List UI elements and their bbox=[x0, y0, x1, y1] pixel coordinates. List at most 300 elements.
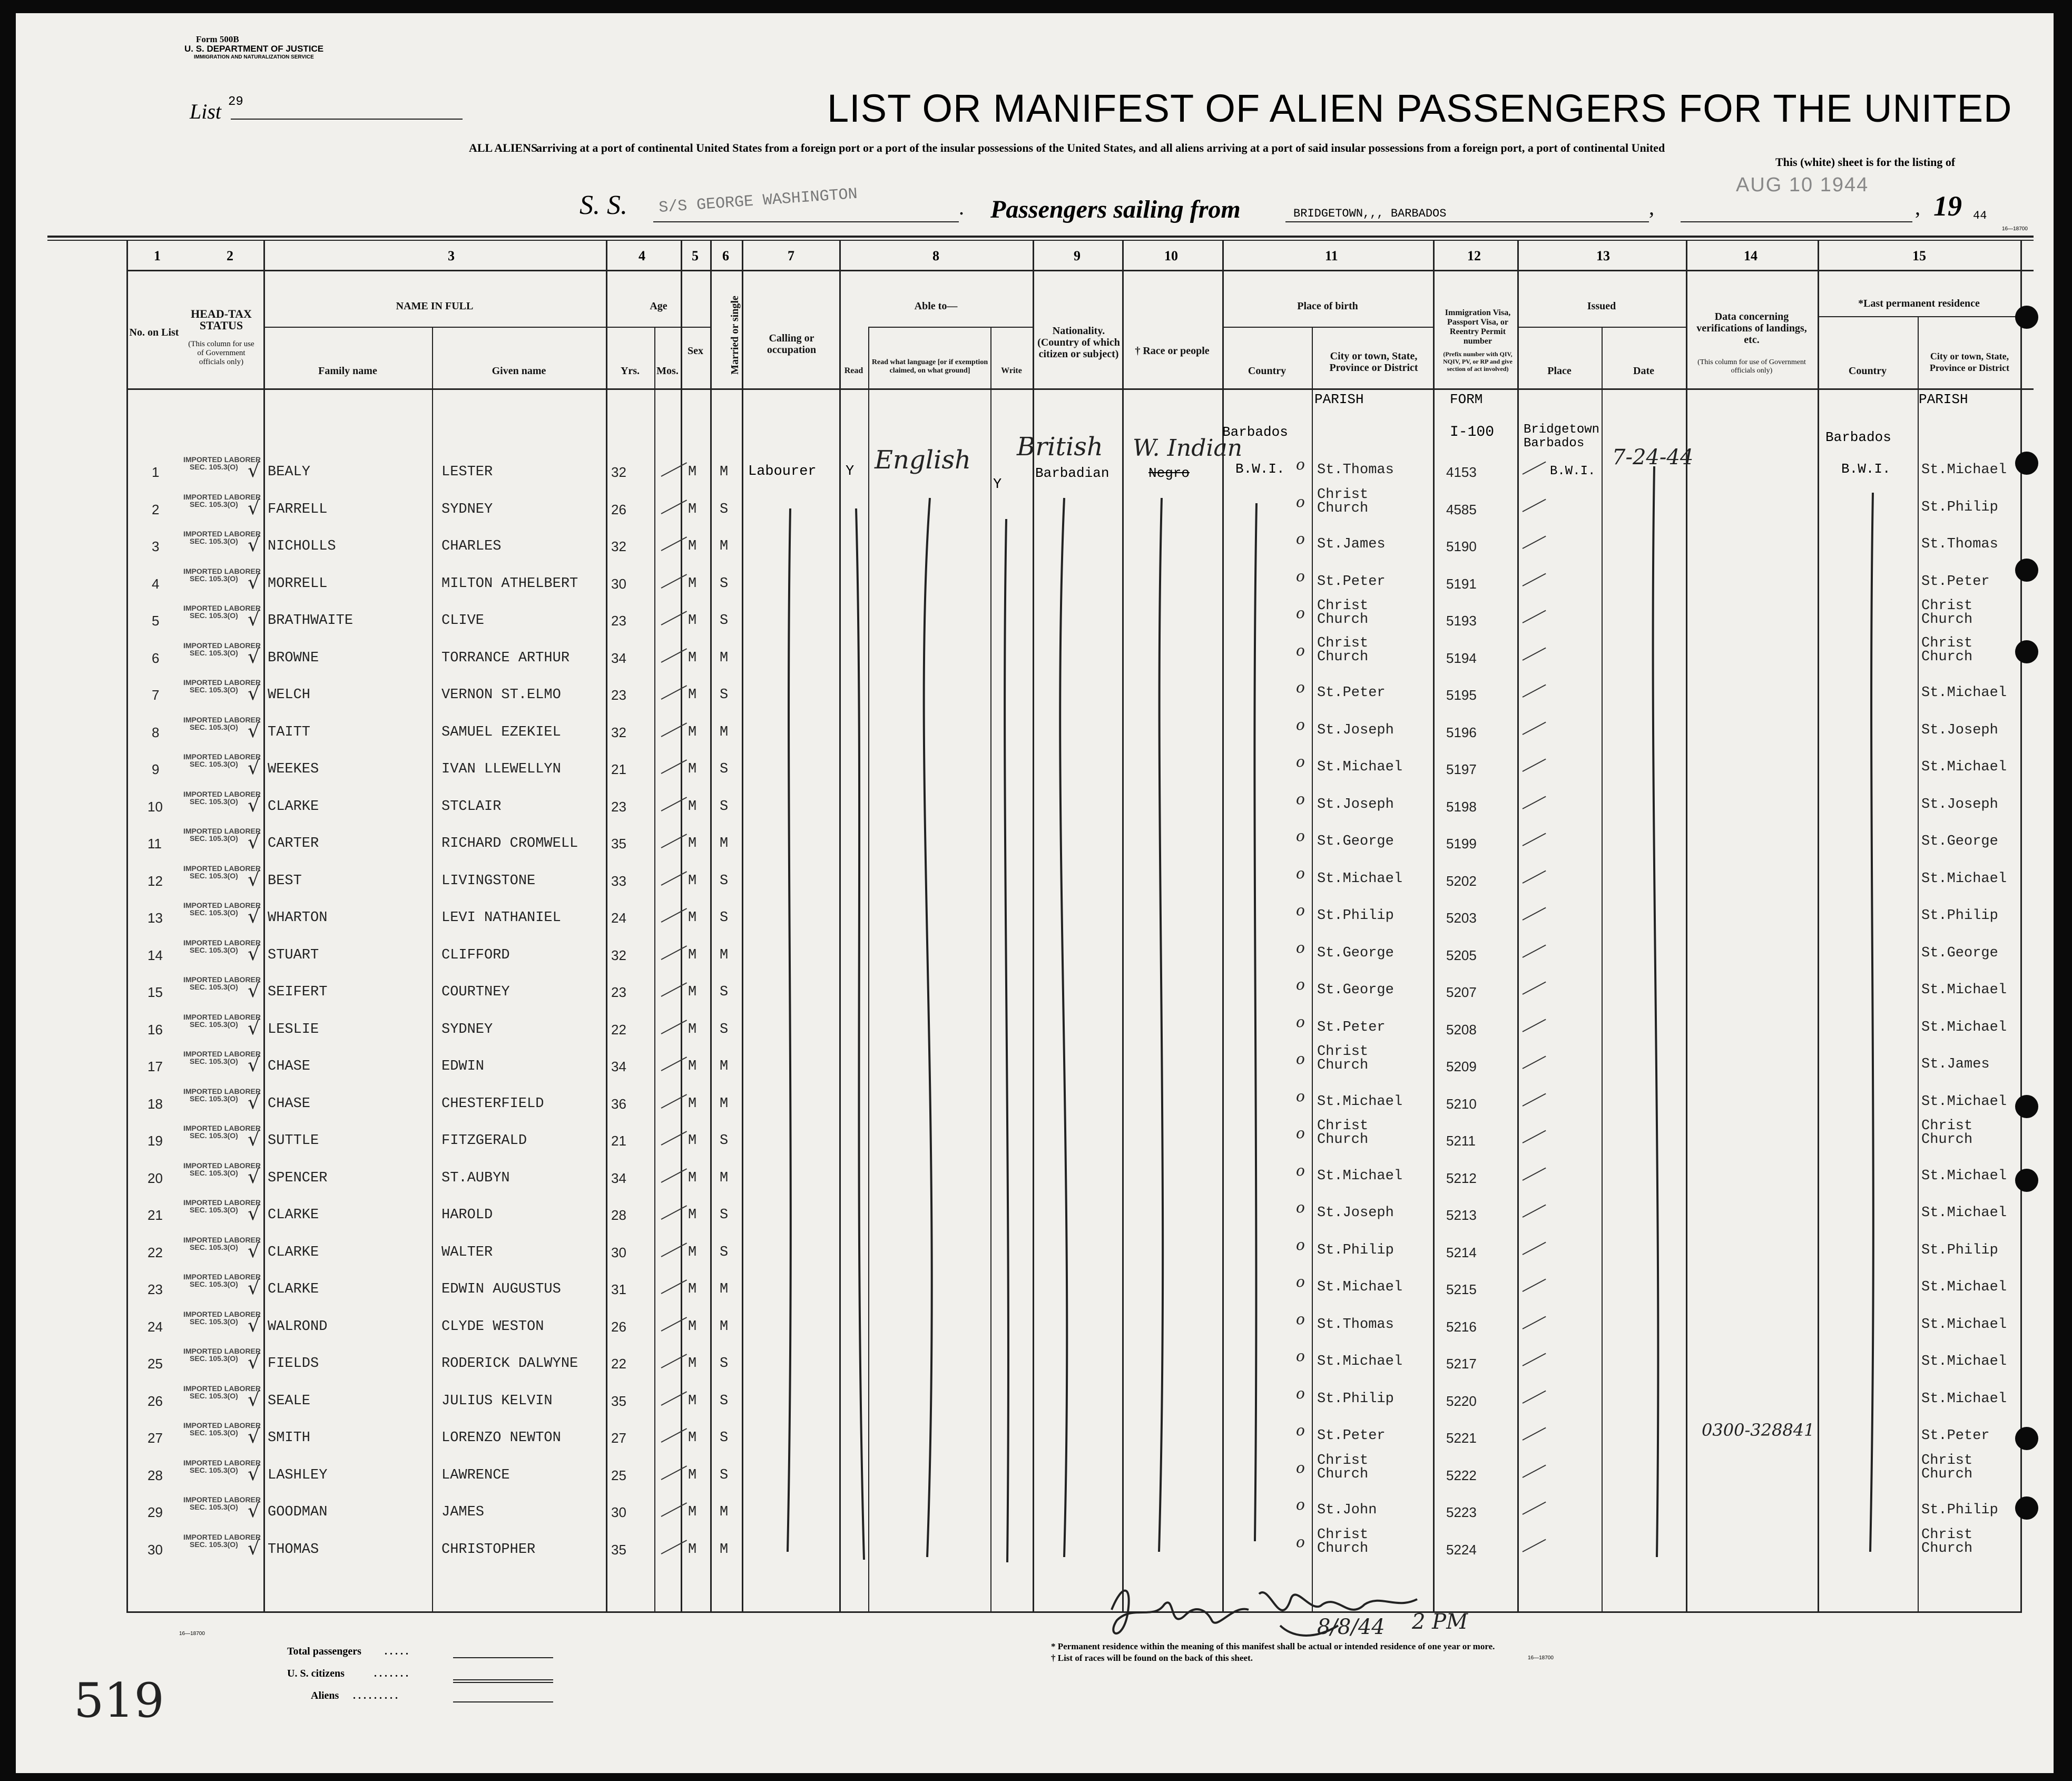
header-married-single: Married or single bbox=[729, 296, 741, 375]
head-tax-stamp-line-1: IMPORTED LABORER bbox=[183, 1495, 261, 1504]
col-num-1: 1 bbox=[154, 248, 161, 263]
visa-number: 4585 bbox=[1446, 502, 1477, 517]
marital-status: S bbox=[720, 799, 729, 815]
birth-city: St.Thomas bbox=[1317, 1317, 1394, 1333]
header-data-verif: Data concerning verifications of landings, etc. bbox=[1696, 311, 1807, 346]
check-mark: √ bbox=[248, 1129, 260, 1150]
head-tax-stamp-line-1: IMPORTED LABORER bbox=[183, 1124, 261, 1132]
col-num-4: 4 bbox=[639, 248, 645, 263]
row-number: 23 bbox=[148, 1281, 163, 1297]
visa-number: 5195 bbox=[1446, 687, 1477, 703]
marital-status: M bbox=[720, 1542, 729, 1558]
check-mark: √ bbox=[248, 572, 260, 593]
sex: M bbox=[688, 1319, 697, 1335]
visa-number: 5207 bbox=[1446, 984, 1477, 1000]
read-value: Y bbox=[846, 464, 855, 480]
header-able-to: Able to— bbox=[914, 300, 958, 312]
col-num-11: 11 bbox=[1325, 248, 1338, 263]
head-tax-stamp-line-1: IMPORTED LABORER bbox=[183, 567, 261, 575]
age-years: 23 bbox=[611, 687, 626, 703]
visa-number: 5197 bbox=[1446, 761, 1477, 777]
check-mark: √ bbox=[248, 1240, 260, 1262]
family-name: CLARKE bbox=[268, 799, 319, 815]
visa-number: 5217 bbox=[1446, 1356, 1477, 1372]
sex: M bbox=[688, 650, 697, 666]
row-number: 21 bbox=[148, 1207, 163, 1223]
marital-status: M bbox=[720, 1059, 729, 1074]
residence-city: St.Philip bbox=[1921, 1242, 1998, 1258]
sex: M bbox=[688, 1096, 697, 1112]
read-language-value: English bbox=[875, 445, 971, 475]
check-mark: √ bbox=[248, 795, 260, 816]
form-label: FORM bbox=[1450, 392, 1483, 407]
age-years: 22 bbox=[611, 1022, 626, 1038]
residence-city: St.Thomas bbox=[1921, 536, 1998, 552]
check-mark: √ bbox=[248, 1017, 260, 1039]
ditto-circle: o bbox=[1296, 1533, 1305, 1551]
age-years: 21 bbox=[611, 761, 626, 777]
head-tax-stamp-line-1: IMPORTED LABORER bbox=[183, 678, 261, 687]
marital-status: S bbox=[720, 613, 729, 629]
check-mark: √ bbox=[248, 757, 260, 779]
marital-status: S bbox=[720, 1133, 729, 1149]
ditto-circle: o bbox=[1296, 1385, 1305, 1402]
write-value: Y bbox=[993, 477, 1002, 493]
age-years: 30 bbox=[611, 1245, 626, 1260]
visa-number: 5202 bbox=[1446, 873, 1477, 889]
family-name: FIELDS bbox=[268, 1356, 319, 1372]
sex: M bbox=[688, 502, 697, 517]
header-yrs: Yrs. bbox=[620, 365, 640, 377]
ditto-circle: o bbox=[1296, 1088, 1305, 1105]
ditto-circle: o bbox=[1296, 1236, 1305, 1254]
check-mark: √ bbox=[248, 460, 260, 482]
ship-name-stamp: S/S GEORGE WASHINGTON bbox=[658, 185, 858, 218]
head-tax-stamp-line-1: IMPORTED LABORER bbox=[183, 1384, 261, 1393]
head-tax-stamp-line-2: SEC. 105.3(O) bbox=[190, 834, 238, 843]
head-tax-stamp-line-2: SEC. 105.3(O) bbox=[190, 1280, 238, 1288]
marital-status: S bbox=[720, 873, 729, 889]
birth-country-value: Barbados bbox=[1222, 424, 1288, 440]
row-number: 4 bbox=[152, 576, 160, 592]
given-name: ST.AUBYN bbox=[441, 1170, 510, 1186]
age-years: 32 bbox=[611, 725, 626, 740]
residence-city: St.Philip bbox=[1921, 1502, 1998, 1518]
header-mos: Mos. bbox=[656, 365, 679, 377]
check-mark: √ bbox=[248, 1203, 260, 1225]
family-name: NICHOLLS bbox=[268, 539, 336, 554]
marital-status: M bbox=[720, 539, 729, 554]
birth-city: St.Joseph bbox=[1317, 722, 1394, 738]
age-years: 25 bbox=[611, 1467, 626, 1483]
family-name: SEALE bbox=[268, 1393, 311, 1409]
head-tax-stamp-line-1: IMPORTED LABORER bbox=[183, 1236, 261, 1244]
row-number: 17 bbox=[148, 1059, 163, 1074]
sex: M bbox=[688, 1133, 697, 1149]
head-tax-stamp-line-1: IMPORTED LABORER bbox=[183, 790, 261, 798]
birth-city: St.Peter bbox=[1317, 574, 1386, 590]
marital-status: M bbox=[720, 1319, 729, 1335]
header-res-country: Country bbox=[1848, 365, 1887, 377]
age-years: 35 bbox=[611, 836, 626, 852]
head-tax-stamp-line-2: SEC. 105.3(O) bbox=[190, 1392, 238, 1400]
ditto-circle: o bbox=[1296, 567, 1305, 585]
check-mark: √ bbox=[248, 943, 260, 965]
punch-hole bbox=[2015, 1095, 2038, 1118]
row-number: 12 bbox=[148, 873, 163, 889]
sex: M bbox=[688, 464, 697, 480]
col-num-2: 2 bbox=[227, 248, 233, 263]
age-years: 26 bbox=[611, 502, 626, 517]
residence-city: St.George bbox=[1921, 834, 1998, 849]
visa-number: 5199 bbox=[1446, 836, 1477, 852]
visa-number: 5194 bbox=[1446, 650, 1477, 666]
head-tax-stamp-line-1: IMPORTED LABORER bbox=[183, 1050, 261, 1058]
sex: M bbox=[688, 799, 697, 815]
given-name: LIVINGSTONE bbox=[441, 873, 536, 889]
given-name: FITZGERALD bbox=[441, 1133, 527, 1149]
birth-city: St.Peter bbox=[1317, 685, 1386, 701]
marital-status: M bbox=[720, 1096, 729, 1112]
marital-status: M bbox=[720, 947, 729, 963]
head-tax-stamp-line-2: SEC. 105.3(O) bbox=[190, 1243, 238, 1251]
race-handwritten: W. Indian bbox=[1133, 435, 1243, 462]
visa-number: 5223 bbox=[1446, 1504, 1477, 1520]
row-number: 26 bbox=[148, 1393, 163, 1409]
birth-city: St.James bbox=[1317, 536, 1386, 552]
sex: M bbox=[688, 1542, 697, 1558]
family-name: TAITT bbox=[268, 725, 311, 740]
calling-value: Labourer bbox=[748, 464, 817, 480]
check-mark: √ bbox=[248, 534, 260, 556]
issued-place-value: Bridgetown Barbados bbox=[1524, 423, 1600, 451]
birth-city: St.Thomas bbox=[1317, 462, 1394, 478]
visa-number: 5214 bbox=[1446, 1245, 1477, 1260]
marital-status: S bbox=[720, 984, 729, 1000]
birth-city: St.Philip bbox=[1317, 908, 1394, 924]
birth-city: St.Peter bbox=[1317, 1428, 1386, 1444]
residence-city: St.Peter bbox=[1921, 574, 1990, 590]
ditto-circle: o bbox=[1296, 1273, 1305, 1290]
family-name: CLARKE bbox=[268, 1207, 319, 1223]
visa-number: 5215 bbox=[1446, 1281, 1477, 1297]
head-tax-stamp-line-2: SEC. 105.3(O) bbox=[190, 1428, 238, 1437]
header-sex: Sex bbox=[688, 345, 703, 357]
head-tax-stamp-line-2: SEC. 105.3(O) bbox=[190, 1169, 238, 1177]
residence-city: St.Michael bbox=[1921, 1094, 2007, 1110]
head-tax-stamp-line-2: SEC. 105.3(O) bbox=[190, 1540, 238, 1549]
visa-number: 5208 bbox=[1446, 1022, 1477, 1038]
form-code-left: 16—18700 bbox=[179, 1631, 205, 1637]
marital-status: S bbox=[720, 502, 729, 517]
check-mark: √ bbox=[248, 1277, 260, 1299]
nationality-handwritten: British bbox=[1017, 432, 1103, 462]
head-tax-stamp-line-2: SEC. 105.3(O) bbox=[190, 1503, 238, 1511]
col-num-15: 15 bbox=[1912, 248, 1926, 263]
head-tax-stamp-line-2: SEC. 105.3(O) bbox=[190, 1094, 238, 1103]
col-num-14: 14 bbox=[1744, 248, 1757, 263]
marital-status: M bbox=[720, 1170, 729, 1186]
given-name: MILTON ATHELBERT bbox=[441, 576, 578, 592]
birth-bwi-value: B.W.I. bbox=[1235, 461, 1285, 477]
visa-number: 5212 bbox=[1446, 1170, 1477, 1186]
row-number: 22 bbox=[148, 1245, 163, 1260]
check-mark: √ bbox=[248, 1054, 260, 1076]
ditto-circle: o bbox=[1296, 642, 1305, 659]
marital-status: S bbox=[720, 1356, 729, 1372]
head-tax-stamp-line-1: IMPORTED LABORER bbox=[183, 1198, 261, 1207]
residence-city: St.James bbox=[1921, 1056, 1990, 1072]
col-num-9: 9 bbox=[1074, 248, 1081, 263]
check-mark: √ bbox=[248, 609, 260, 630]
arrival-date-stamp: AUG 10 1944 bbox=[1736, 174, 1869, 196]
list-number: 29 bbox=[228, 95, 243, 109]
given-name: SAMUEL EZEKIEL bbox=[441, 725, 561, 740]
given-name: RODERICK DALWYNE bbox=[441, 1356, 578, 1372]
head-tax-stamp-line-1: IMPORTED LABORER bbox=[183, 604, 261, 612]
col-num-7: 7 bbox=[788, 248, 794, 263]
given-name: EDWIN AUGUSTUS bbox=[441, 1281, 561, 1297]
given-name: RICHARD CROMWELL bbox=[441, 836, 578, 852]
birth-city: St.Michael bbox=[1317, 1279, 1403, 1295]
family-name: CHASE bbox=[268, 1059, 311, 1074]
birth-city: St.Michael bbox=[1317, 871, 1403, 887]
us-citizens-label: U. S. citizens bbox=[287, 1668, 345, 1679]
family-name: WELCH bbox=[268, 687, 311, 703]
header-write: Write bbox=[1001, 366, 1022, 375]
birth-city: Christ Church bbox=[1317, 598, 1369, 628]
family-name: MORRELL bbox=[268, 576, 328, 592]
head-tax-stamp-line-1: IMPORTED LABORER bbox=[183, 827, 261, 835]
birth-city: Christ Church bbox=[1317, 635, 1369, 665]
ditto-circle: o bbox=[1296, 493, 1305, 511]
header-last-residence: *Last permanent residence bbox=[1858, 298, 1980, 309]
port-name: BRIDGETOWN,,, BARBADOS bbox=[1293, 207, 1447, 220]
header-nationality: Nationality. (Country of which citizen or subject) bbox=[1037, 325, 1120, 360]
nationality-typed: Barbadian bbox=[1035, 465, 1109, 481]
visa-number: 5210 bbox=[1446, 1096, 1477, 1112]
sex: M bbox=[688, 947, 697, 963]
marital-status: S bbox=[720, 1467, 729, 1483]
given-name: SYDNEY bbox=[441, 1022, 493, 1038]
head-tax-stamp-line-1: IMPORTED LABORER bbox=[183, 1310, 261, 1318]
visa-number: 5190 bbox=[1446, 539, 1477, 554]
given-name: EDWIN bbox=[441, 1059, 485, 1074]
family-name: SMITH bbox=[268, 1430, 311, 1446]
age-years: 35 bbox=[611, 1393, 626, 1409]
ditto-circle: o bbox=[1296, 679, 1305, 696]
marital-status: M bbox=[720, 650, 729, 666]
visa-number: 5221 bbox=[1446, 1430, 1477, 1446]
punch-hole bbox=[2015, 559, 2038, 582]
age-years: 32 bbox=[611, 947, 626, 963]
age-years: 35 bbox=[611, 1542, 626, 1558]
ditto-circle: o bbox=[1296, 902, 1305, 919]
given-name: COURTNEY bbox=[441, 984, 510, 1000]
given-name: CLIVE bbox=[441, 613, 485, 629]
year-prefix: 19 bbox=[1933, 190, 1962, 222]
signature-time: 2 PM bbox=[1412, 1610, 1468, 1634]
punch-hole bbox=[2015, 640, 2038, 663]
birth-city: Christ Church bbox=[1317, 1044, 1369, 1073]
residence-city: Christ Church bbox=[1921, 1453, 1973, 1482]
head-tax-stamp-line-2: SEC. 105.3(O) bbox=[190, 574, 238, 583]
age-years: 21 bbox=[611, 1133, 626, 1149]
header-birth-country: Country bbox=[1248, 365, 1287, 377]
header-place-of-birth: Place of birth bbox=[1297, 300, 1358, 312]
row-number: 10 bbox=[148, 799, 163, 815]
head-tax-stamp-line-1: IMPORTED LABORER bbox=[183, 641, 261, 650]
head-tax-stamp-line-1: IMPORTED LABORER bbox=[183, 1459, 261, 1467]
head-tax-stamp-line-1: IMPORTED LABORER bbox=[183, 493, 261, 501]
given-name: LEVI NATHANIEL bbox=[441, 910, 561, 926]
family-name: WALROND bbox=[268, 1319, 328, 1335]
header-data-verif-note: (This column for use of Government officials only) bbox=[1697, 358, 1806, 375]
ditto-circle: o bbox=[1296, 1199, 1305, 1216]
head-tax-stamp-line-1: IMPORTED LABORER bbox=[183, 1347, 261, 1355]
birth-city: St.George bbox=[1317, 982, 1394, 998]
family-name: SUTTLE bbox=[268, 1133, 319, 1149]
age-years: 27 bbox=[611, 1430, 626, 1446]
verification-number: 0300-328841 bbox=[1702, 1420, 1815, 1440]
residence-city: St.Michael bbox=[1921, 1391, 2007, 1407]
manifest-sheet: Form 500B U. S. DEPARTMENT OF JUSTICE IMMIGRATION AND NATURALIZATION SERVICE List 29 LIST OR MANIFEST OF ALIEN PASSENGERS FOR THE UNITED ALL ALIENS arriving at a port of continental United States from a foreign port or a port of the insular possessions of the United States, and all aliens arriving at a port of said insular possessions from a foreign port, a port of continental United This (white) sheet is for the listing of S. S. S/S GEORGE WASHINGTON . Passengers sailing from BRIDGETOWN,,, BARBADOS , AUG 10 1944 , 19 44 16—18700 1 2 3 4 5 6 7 8 9 10 11 12 13 14 15 No. on List HEAD-TAX STATUS (This column for use of Government officials only) NAME IN FULL Family name Given name Age Yrs. Mos. Sex Married or single Calling or occupation Able to— Read Read what language [or if exemption claimed, on what ground] Write Nationality. (Country of which citizen or subject) † Race or people Place of birth Country City or town, State, Province or District Immigration Visa, Passport Visa, or Reentry Permit number (Prefix number with QIV, NQIV, PV, or RP and give section of act involved) Issued Place Date Data concerning verifications of landings, etc. (This column for use of Government officials only) *Last permanent residence Country City or town, State, Province or District PARISH FORM PARISH Barbados B.W.I. I-100 Bridgetown Barbados B.W.I. 7-24-44 Barbados B.W.I. Labourer Y English Y British Barbadian W. Indian Negro 0300-328841 1 IMPORTED LABORER SEC. 105.3(O) √ BEALY LESTER 32 M M o St.Thomas 4153 St.Michael 2 IMPORTED LABORER SEC. 105.3(O) √ FARRELL SYDNEY 26 M S o Christ Church 4585 St.Philip 3 IMPORTED LABORER SEC. 105.3(O) √ NICHOLLS CHARLES 32 M M o St.James 5190 St.Thomas 4 IMPORTED LABORER SEC. 105.3(O) √ MORRELL MILTON ATHELBERT 30 M S o St.Peter 5191 St.Peter 5 IMPORTED LABORER SEC. 105.3(O) √ BRATHWAITE CLIVE 23 M S o Christ Church 5193 Christ Church 6 IMPORTED LABORER SEC. 105.3(O) √ BROWNE TORRANCE ARTHUR 34 M M o Christ Church 5194 Christ Church 7 IMPORTED LABORER SEC. 105.3(O) √ WELCH VERNON ST.ELMO 23 M S o St.Peter 5195 St.Michael 8 IMPORTED LABORER SEC. 105.3(O) √ TAITT SAMUEL EZEKIEL 32 M M o St.Joseph 5196 St.Joseph 9 IMPORTED LABORER SEC. 105.3(O) √ WEEKES IVAN LLEWELLYN 21 M S o St.Michael 5197 St.Michael 10 IMPORTED LABORER SEC. 105.3(O) √ CLARKE STCLAIR 23 M S o St.Joseph 5198 St.Joseph 11 IMPORTED LABORER SEC. 105.3(O) √ CARTER RICHARD CROMWELL 35 M M o St.George 5199 St.George 12 IMPORTED LABORER SEC. 105.3(O) √ BEST LIVINGSTONE 33 M S o St.Michael 5202 St.Michael 13 IMPORTED LABORER SEC. 105.3(O) √ WHARTON LEVI NATHANIEL 24 M S o St.Philip 5203 St.Philip 14 IMPORTED LABORER SEC. 105.3(O) √ STUART CLIFFORD 32 M M o St.George 5205 St.George 15 IMPORTED LABORER SEC. 105.3(O) √ SEIFERT COURTNEY 23 M S o St.George 5207 St.Michael 16 IMPORTED LABORER SEC. 105.3(O) √ LESLIE SYDNEY 22 M S o St.Peter 5208 St.Michael 17 IMPORTED LABORER SEC. 105.3(O) √ CHASE EDWIN 34 M M o Christ Church 5209 St.James 18 IMPORTED LABORER SEC. 105.3(O) √ CHASE CHESTERFIELD 36 M M o St.Michael 5210 St.Michael 19 IMPORTED LABORER SEC. 105.3(O) √ SUTTLE FITZGERALD 21 M S o Christ Church 5211 Christ Church 20 IMPORTED LABORER SEC. 105.3(O) √ SPENCER ST.AUBYN 34 M M o St.Michael 5212 St.Michael 21 IMPORTED LABORER SEC. 105.3(O) √ CLARKE HAROLD 28 M S o St.Joseph 5213 St.Michael 22 IMPORTED LABORER SEC. 105.3(O) √ CLARKE WALTER 30 M S o St.Philip 5214 St.Philip 23 IMPORTED LABORER SEC. 105.3(O) √ CLARKE EDWIN AUGUSTUS 31 M M o St.Michael 5215 St.Michael 24 IMPORTED LABORER SEC. 105.3(O) √ WALROND CLYDE WESTON 26 M M o St.Thomas 5216 St.Michael 25 IMPORTED LABORER SEC. 105.3(O) √ FIELDS RODERICK DALWYNE 22 M S o St.Michael 5217 St.Michael 26 IMPORTED LABORER SEC. 105.3(O) √ SEALE JULIUS KELVIN 35 M S o St.Philip 5220 St.Michael 27 IMPORTED LABORER SEC. 105.3(O) √ SMITH LORENZO NEWTON 27 M S o St.Peter 5221 St.Peter 28 IMPORTED LABORER SEC. 105.3(O) √ LASHLEY LAWRENCE 25 M S o Christ Church 5222 Christ Church 29 IMPORTED LABORER SEC. 105.3(O) √ GOODMAN JAMES 30 M M o St.John 5223 St.Philip 30 IMPORTED LABORER SEC. 105.3(O) √ THOMAS CHRISTOPHER 35 M M o Christ Church 5224 Christ Church 16—18700 Total passengers . . . . . U. S. citizens . . . . . . . Aliens . . . . . . . . . * Permanent residence within the meaning of this manifest shall be actual or intended residence of one year or more. † List of races will be found on the back of this sheet. 16—18700 8/8/44 2 PM 519 bbox=[16, 13, 2054, 1773]
footnote-races: † List of races will be found on the back of this sheet. bbox=[1051, 1653, 1253, 1663]
sex: M bbox=[688, 539, 697, 554]
check-mark: √ bbox=[248, 720, 260, 742]
form-code-top: 16—18700 bbox=[2002, 226, 2028, 232]
residence-city: St.Michael bbox=[1921, 982, 2007, 998]
birth-city: St.Michael bbox=[1317, 759, 1403, 775]
family-name: WHARTON bbox=[268, 910, 328, 926]
visa-number: 5193 bbox=[1446, 613, 1477, 629]
age-years: 34 bbox=[611, 650, 626, 666]
age-years: 32 bbox=[611, 539, 626, 554]
marital-status: M bbox=[720, 725, 729, 740]
header-given-name: Given name bbox=[492, 365, 546, 377]
header-issued: Issued bbox=[1587, 300, 1616, 312]
visa-prefix-value: I-100 bbox=[1450, 424, 1495, 441]
marital-status: S bbox=[720, 1393, 729, 1409]
age-years: 30 bbox=[611, 576, 626, 592]
row-number: 14 bbox=[148, 947, 163, 963]
punch-hole bbox=[2015, 306, 2038, 329]
ditto-circle: o bbox=[1296, 1050, 1305, 1068]
year-suffix: 44 bbox=[1973, 209, 1987, 222]
ditto-circle: o bbox=[1296, 716, 1305, 733]
head-tax-stamp-line-2: SEC. 105.3(O) bbox=[190, 908, 238, 917]
sex: M bbox=[688, 984, 697, 1000]
marital-status: M bbox=[720, 1504, 729, 1520]
age-years: 31 bbox=[611, 1281, 626, 1297]
residence-city: Christ Church bbox=[1921, 1527, 1973, 1557]
issued-bwi-value: B.W.I. bbox=[1550, 464, 1596, 478]
birth-city: St.Philip bbox=[1317, 1242, 1394, 1258]
row-number: 15 bbox=[148, 984, 163, 1000]
row-number: 28 bbox=[148, 1467, 163, 1483]
visa-number: 5209 bbox=[1446, 1059, 1477, 1074]
header-head-tax-note: (This column for use of Government officials only) bbox=[188, 340, 254, 366]
age-years: 32 bbox=[611, 464, 626, 480]
row-number: 25 bbox=[148, 1356, 163, 1372]
marital-status: S bbox=[720, 761, 729, 777]
ditto-circle: o bbox=[1296, 530, 1305, 547]
row-number: 29 bbox=[148, 1504, 163, 1520]
head-tax-stamp-line-2: SEC. 105.3(O) bbox=[190, 537, 238, 545]
row-number: 6 bbox=[152, 650, 160, 666]
header-visa: Immigration Visa, Passport Visa, or Reentry Permit number bbox=[1445, 308, 1511, 346]
marital-status: M bbox=[720, 836, 729, 852]
sailing-label: Passengers sailing from bbox=[990, 195, 1241, 223]
sex: M bbox=[688, 1059, 697, 1074]
punch-hole bbox=[2015, 1496, 2038, 1520]
family-name: BEST bbox=[268, 873, 302, 889]
given-name: CHARLES bbox=[441, 539, 502, 554]
age-years: 33 bbox=[611, 873, 626, 889]
birth-city: Christ Church bbox=[1317, 1527, 1369, 1557]
header-read-language: Read what language [or if exemption claimed, on what ground] bbox=[871, 358, 988, 375]
header-head-tax: HEAD-TAX STATUS bbox=[191, 307, 252, 332]
age-years: 36 bbox=[611, 1096, 626, 1112]
sex: M bbox=[688, 761, 697, 777]
sex: M bbox=[688, 725, 697, 740]
head-tax-stamp-line-2: SEC. 105.3(O) bbox=[190, 946, 238, 954]
birth-city: St.George bbox=[1317, 834, 1394, 849]
visa-number: 5211 bbox=[1446, 1133, 1476, 1149]
check-mark: √ bbox=[248, 1426, 260, 1447]
head-tax-stamp-line-2: SEC. 105.3(O) bbox=[190, 872, 238, 880]
birth-city: St.Joseph bbox=[1317, 797, 1394, 813]
family-name: CHASE bbox=[268, 1096, 311, 1112]
sex: M bbox=[688, 1356, 697, 1372]
head-tax-stamp-line-2: SEC. 105.3(O) bbox=[190, 1354, 238, 1363]
visa-number: 5191 bbox=[1446, 576, 1477, 592]
header-race: † Race or people bbox=[1135, 345, 1210, 357]
visa-number: 5220 bbox=[1446, 1393, 1477, 1409]
row-number: 2 bbox=[152, 502, 160, 517]
residence-city: St.Michael bbox=[1921, 1317, 2007, 1333]
header-read: Read bbox=[844, 366, 863, 375]
header-birth-city: City or town, State, Province or District bbox=[1329, 350, 1418, 374]
given-name: VERNON ST.ELMO bbox=[441, 687, 561, 703]
residence-city: St.Michael bbox=[1921, 685, 2007, 701]
age-years: 22 bbox=[611, 1356, 626, 1372]
head-tax-stamp-line-1: IMPORTED LABORER bbox=[183, 975, 261, 984]
row-number: 5 bbox=[152, 613, 160, 629]
residence-city: St.Michael bbox=[1921, 1020, 2007, 1035]
row-number: 24 bbox=[148, 1319, 163, 1335]
residence-city: St.Michael bbox=[1921, 871, 2007, 887]
page-number: 519 bbox=[74, 1673, 164, 1728]
sex: M bbox=[688, 613, 697, 629]
sex: M bbox=[688, 1467, 697, 1483]
age-years: 24 bbox=[611, 910, 626, 926]
family-name: WEEKES bbox=[268, 761, 319, 777]
res-bwi-value: B.W.I. bbox=[1841, 461, 1891, 477]
given-name: JULIUS KELVIN bbox=[441, 1393, 553, 1409]
residence-city: St.Philip bbox=[1921, 500, 1998, 515]
head-tax-stamp-line-1: IMPORTED LABORER bbox=[183, 530, 261, 538]
family-name: CLARKE bbox=[268, 1245, 319, 1260]
birth-city: St.Philip bbox=[1317, 1391, 1394, 1407]
family-name: FARRELL bbox=[268, 502, 328, 517]
family-name: STUART bbox=[268, 947, 319, 963]
ditto-circle: o bbox=[1296, 827, 1305, 845]
issued-date-value: 7-24-44 bbox=[1612, 445, 1694, 469]
ditto-circle: o bbox=[1296, 1124, 1305, 1142]
ditto-circle: o bbox=[1296, 1162, 1305, 1179]
given-name: HAROLD bbox=[441, 1207, 493, 1223]
